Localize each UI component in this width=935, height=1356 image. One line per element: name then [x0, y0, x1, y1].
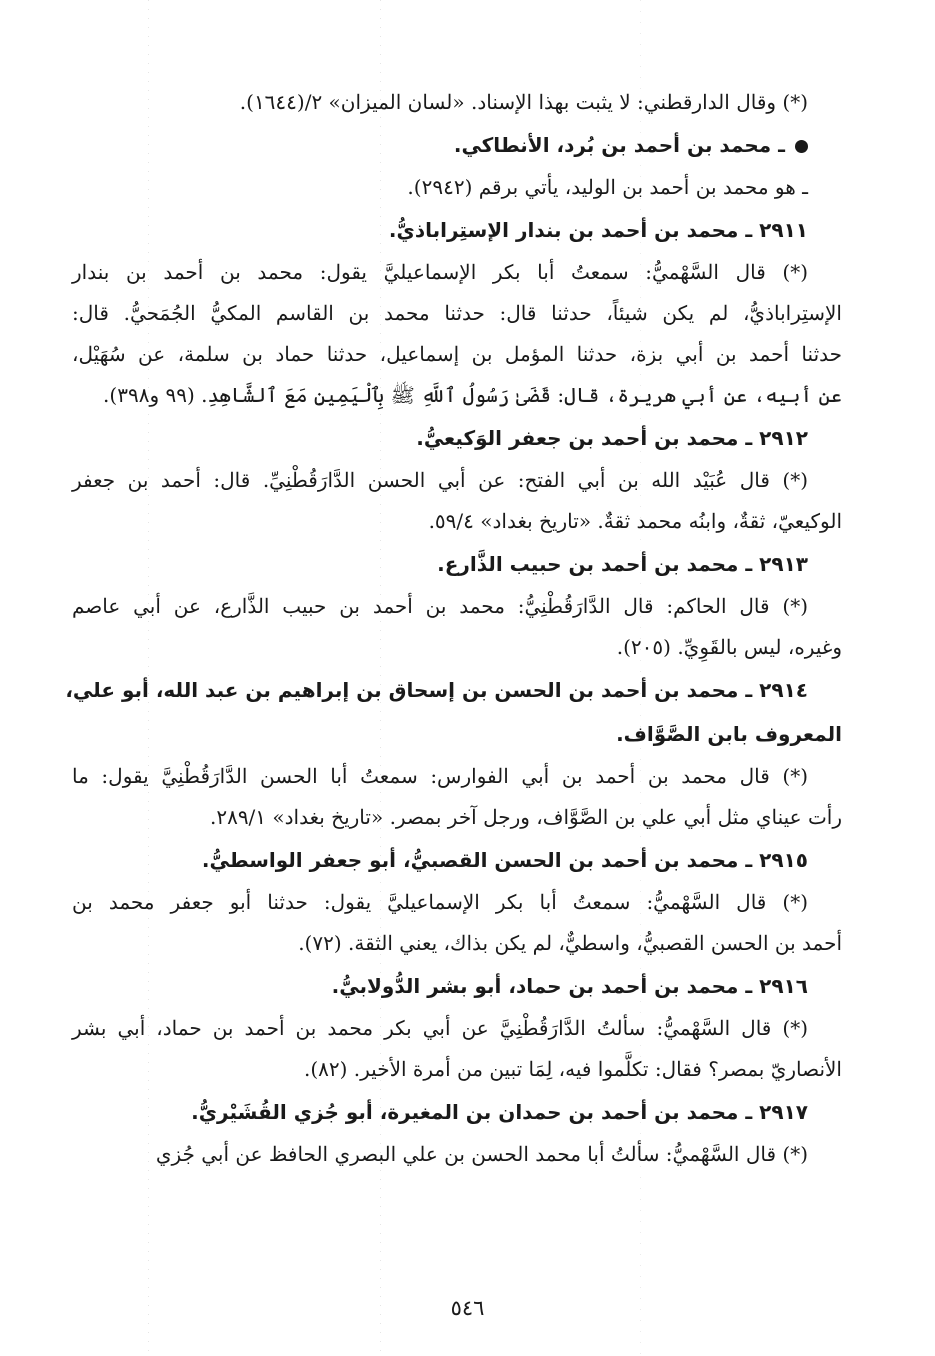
entry-heading: ٢٩١٦ ـ محمد بن أحمد بن حماد، أبو بشر الدُّولابيُّ. [331, 974, 808, 998]
entry-heading: ٢٩١٥ ـ محمد بن أحمد بن الحسن القصبيُّ، أبو جعفر الواسطيُّ. [201, 848, 808, 872]
text-line: (*) قال السَّهْميُّ: سمعتُ أبا بكر الإسماعيليَّ يقول: حدثنا أبو جعفر محمد بن [72, 890, 808, 914]
page-number: ٥٤٦ [450, 1296, 485, 1320]
text-line: (*) قال محمد بن أحمد بن أبي الفوارس: سمعتُ أبا الحسن الدَّارَقُطْنِيَّ يقول: ما [72, 764, 808, 788]
text-line: رأت عيناي مثل أبي علي بن الصَّوَّاف، ورجل آخر بمصر. «تاريخ بغداد» ٢٨٩/١. [209, 805, 842, 829]
text-line: (*) وقال الدارقطني: لا يثبت بهذا الإسناد. «لسان الميزان» ٢/(١٦٤٤). [239, 90, 808, 114]
text-line: حدثنا أحمد بن أبي بزة، حدثنا المؤمل بن إسماعيل، حدثنا حماد بن سلمة، عن سُهَيْل، [72, 342, 842, 366]
entry-heading: ٢٩١٢ ـ محمد بن أحمد بن جعفر الوَكيعيُّ. [416, 426, 808, 450]
entry-heading: المعروف بابن الصَّوَّاف. [616, 722, 842, 746]
text-line: الأنصاريّ بمصر؟ فقال: تكلَّموا فيه، لِمَا تبين من أمرة الأخير. (٨٢). [303, 1057, 842, 1081]
entry-heading: ٢٩١٧ ـ محمد بن أحمد بن حمدان بن المغيرة، أبو جُزي القُشَيْريُّ. [191, 1100, 808, 1124]
bullet-icon [795, 140, 808, 153]
heading-text: ـ محمد بن أحمد بن بُرد، الأنطاكي. [453, 133, 785, 157]
entry-heading: ٢٩١١ ـ محمد بن أحمد بن بندار الإستِراباذيُّ. [388, 218, 808, 242]
text-line: (*) قال السَّهْميُّ: سألتُ الدَّارَقُطْنِيَّ عن أبي بكر محمد بن أحمد بن حماد، أبي بشر [72, 1016, 808, 1040]
text-line: عن أبيه، عن أبي هريرة، قال: قَضَىٰ رَسُولُ ٱللَّهِ ﷺ بِٱلْيَمِينِ مَعَ ٱلشَّاهِدِ. (٩٩ و٣٩٨). [103, 383, 842, 407]
text-line: أحمد بن الحسن القصبيُّ، واسطيٌّ، لم يكن بذاك، يعني الثقة. (٧٢). [298, 931, 842, 955]
text-line: (*) قال السَّهْميُّ: سمعتُ أبا بكر الإسماعيليَّ يقول: محمد بن أحمد بن بندار [72, 260, 808, 284]
text-line: وغيره، ليس بالقَوِيِّ. (٢٠٥). [616, 635, 842, 659]
text-line: (*) قال الحاكم: قال الدَّارَقُطْنِيُّ: محمد بن أحمد بن حبيب الذَّارع، عن أبي عاصم [72, 594, 808, 618]
entry-heading: ٢٩١٣ ـ محمد بن أحمد بن حبيب الذَّارع. [437, 552, 808, 576]
text-line: (*) قال عُبَيْد الله بن أبي الفتح: عن أبي الحسن الدَّارَقُطْنِيِّ. قال: أحمد بن جعفر [72, 468, 809, 492]
cross-reference-heading [72, 123, 842, 167]
text-line: الإستِراباذيُّ، لم يكن شيئاً، حدثنا قال: حدثنا محمد بن القاسم المكيُّ الجُمَحيُّ. قال: [72, 301, 842, 325]
text-line: (*) قال السَّهْميُّ: سألتُ أبا محمد الحسن بن علي البصري الحافظ عن أبي جُزي [155, 1142, 808, 1166]
entry-heading: ٢٩١٤ ـ محمد بن أحمد بن الحسن بن إسحاق بن إبراهيم بن عبد الله، أبو علي، [65, 678, 808, 702]
text-line: ـ هو محمد بن أحمد بن الوليد، يأتي برقم (٢٩٤٢). [407, 175, 808, 199]
page-body [65, 82, 842, 1175]
text-line: الوكيعيّ، ثقةٌ، وابنُه محمد ثقةٌ. «تاريخ بغداد» ٥٩/٤. [428, 509, 842, 533]
